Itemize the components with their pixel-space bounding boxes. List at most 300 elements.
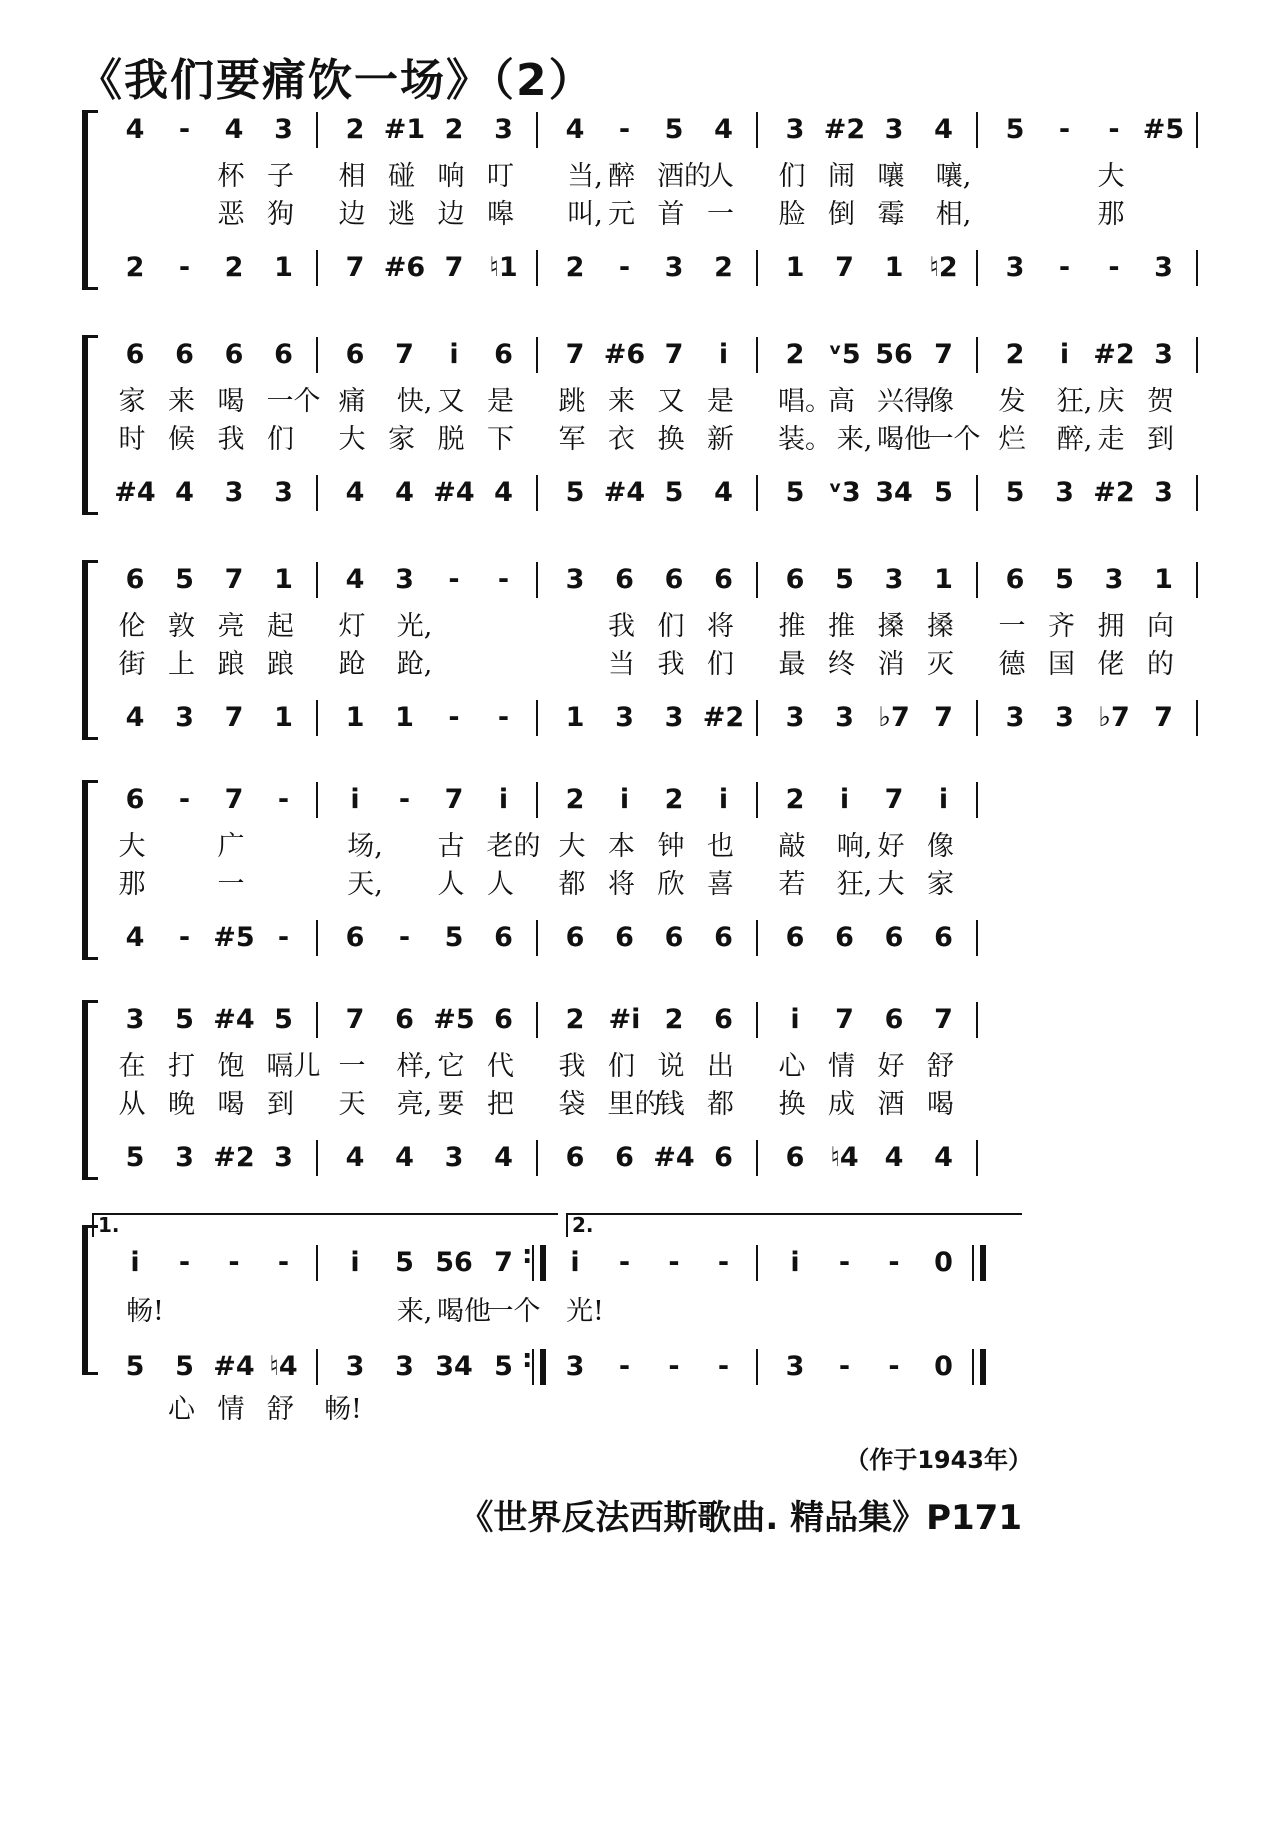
note: #2 <box>702 702 745 733</box>
note: - <box>1058 114 1071 145</box>
note: i <box>938 784 949 815</box>
lower-voice-row <box>110 1344 1190 1387</box>
note: 7 <box>934 1004 953 1035</box>
lyric-syllable: 舒 <box>927 1051 954 1082</box>
note: - <box>668 1351 680 1382</box>
lyric-syllable: 醉 <box>608 161 635 192</box>
note: - <box>717 1247 730 1278</box>
lyric-syllable: 装。 <box>778 424 832 455</box>
note: 1 <box>565 702 585 733</box>
lyric-syllable: 一 <box>998 611 1026 642</box>
lyric-syllable: 嚷, <box>935 161 972 192</box>
lyric-syllable: 老的 <box>486 831 541 862</box>
note: 5 <box>664 114 684 145</box>
lyric-syllable: 代 <box>487 1051 514 1082</box>
lyric-syllable: 兴得 <box>877 386 931 417</box>
lyric-syllable: 喝 <box>217 1089 245 1120</box>
lyric-syllable: 高 <box>828 386 855 417</box>
lyric-syllable: 像 <box>927 386 954 417</box>
note: - <box>618 1247 631 1278</box>
note: 5 <box>835 564 854 595</box>
lyric-syllable: 嗝儿 <box>266 1051 321 1082</box>
lyric-syllable: 醉, <box>1056 424 1093 455</box>
note: 3 <box>1154 252 1173 283</box>
note: 3 <box>615 702 634 733</box>
lyric-syllable: 也 <box>707 831 734 862</box>
note: 3 <box>1104 564 1124 595</box>
barline <box>756 112 758 148</box>
barline <box>756 1245 758 1281</box>
lyric-syllable: 把 <box>487 1089 514 1120</box>
note: 4 <box>395 1142 414 1173</box>
lyric-syllable: 亮 <box>217 611 245 642</box>
note: 3 <box>1154 477 1173 508</box>
note: #4 <box>213 1004 255 1035</box>
note: - <box>668 1247 680 1278</box>
note: 6 <box>175 339 194 370</box>
note: 7 <box>1154 702 1173 733</box>
lyric-syllable: 脸 <box>778 199 806 230</box>
barline <box>316 1349 318 1385</box>
note: 3 <box>785 702 805 733</box>
lyric-syllable: 人 <box>707 161 734 192</box>
note: - <box>398 784 411 815</box>
lyric-syllable: 伦 <box>118 611 146 642</box>
note: 5 <box>785 477 805 508</box>
note: 4 <box>714 477 733 508</box>
note: ᵛ5 <box>828 339 861 370</box>
note: 7 <box>835 1004 854 1035</box>
barline <box>756 337 758 373</box>
barline <box>976 250 978 286</box>
lyric-syllable: 推 <box>778 611 806 642</box>
note: 3 <box>345 1351 365 1382</box>
note: 7 <box>494 1247 513 1278</box>
lyric-syllable: 成 <box>828 1089 855 1120</box>
lyric-syllable: 踉 <box>267 649 294 680</box>
lyric-syllable: 它 <box>437 1051 465 1082</box>
lyric-syllable: 佬 <box>1097 649 1125 680</box>
barline <box>976 920 978 956</box>
barline <box>316 337 318 373</box>
note: #4 <box>433 477 475 508</box>
note: 4 <box>224 114 244 145</box>
note: 3 <box>274 114 293 145</box>
lyric-syllable: 相, <box>935 199 972 230</box>
barline <box>976 1140 978 1176</box>
note: - <box>497 564 510 595</box>
lower-voice-row <box>110 1138 1190 1178</box>
note: ♮4 <box>269 1351 298 1382</box>
note: 6 <box>785 922 805 953</box>
note: 3 <box>395 564 414 595</box>
barline <box>980 1349 986 1385</box>
barline <box>1196 475 1198 511</box>
note: 7 <box>884 784 904 815</box>
note: 6 <box>125 564 145 595</box>
note: ᵛ3 <box>828 477 861 508</box>
barline <box>1196 562 1198 598</box>
lyric-syllable: 衣 <box>608 424 635 455</box>
note: 4 <box>395 477 414 508</box>
note: 5 <box>494 1351 513 1382</box>
note: - <box>717 1351 730 1382</box>
lyric-syllable: 跄 <box>338 649 366 680</box>
note: 1 <box>884 252 904 283</box>
composition-note: （作于1943年） <box>845 1446 1032 1474</box>
note: 1 <box>934 564 953 595</box>
lyric-syllable: 痛 <box>338 386 366 417</box>
note: 3 <box>494 114 513 145</box>
note: #6 <box>603 339 646 370</box>
repeat-dots: : <box>522 1240 533 1270</box>
lyric-syllable: 从 <box>118 1089 146 1120</box>
note: 7 <box>444 252 464 283</box>
note: - <box>618 114 631 145</box>
note: 5 <box>274 1004 293 1035</box>
barline <box>1196 250 1198 286</box>
barline <box>540 1349 546 1385</box>
note: 6 <box>714 564 733 595</box>
note: 6 <box>494 339 513 370</box>
lyric-syllable: 家 <box>118 386 146 417</box>
lyric-syllable: 要 <box>437 1089 465 1120</box>
lyric-syllable: 钱 <box>657 1089 685 1120</box>
note: 2 <box>125 252 145 283</box>
barline <box>1196 112 1198 148</box>
note: 34 <box>435 1351 473 1382</box>
note: 3 <box>274 477 293 508</box>
barline <box>316 782 318 818</box>
lyric-syllable: 钟 <box>657 831 685 862</box>
note: 5 <box>1055 564 1074 595</box>
score-system <box>0 1213 1272 1425</box>
lyric-syllable: 边 <box>338 199 366 230</box>
note: 5 <box>1005 477 1025 508</box>
note: 1 <box>785 252 805 283</box>
lyric-syllable: 又 <box>437 386 465 417</box>
lyrics-verse-1 <box>110 160 1190 194</box>
note: 5 <box>565 477 585 508</box>
lyric-syllable: 倒 <box>828 199 855 230</box>
note: 5 <box>444 922 464 953</box>
note: 1 <box>395 702 414 733</box>
score-system <box>0 1000 1272 1180</box>
note: - <box>618 1351 631 1382</box>
note: 3 <box>835 702 854 733</box>
lyric-syllable: 闹 <box>828 161 855 192</box>
note: - <box>398 922 411 953</box>
lyric-syllable: 碰 <box>388 161 415 192</box>
note: - <box>277 922 290 953</box>
note: 2 <box>664 1004 684 1035</box>
note: 56 <box>875 339 913 370</box>
barline <box>536 920 538 956</box>
lyric-syllable: 街 <box>118 649 146 680</box>
note: - <box>618 252 631 283</box>
barline <box>536 337 538 373</box>
lyric-syllable: 大 <box>338 424 366 455</box>
lyric-syllable: 样, <box>396 1051 433 1082</box>
note: 3 <box>444 1142 464 1173</box>
note: 6 <box>125 784 145 815</box>
lyric-syllable: 一 <box>707 199 734 230</box>
barline <box>316 112 318 148</box>
lyric-syllable: 晚 <box>168 1089 195 1120</box>
note: i <box>619 784 630 815</box>
note: - <box>178 784 191 815</box>
note: 7 <box>835 252 854 283</box>
lyric-syllable: 跄, <box>396 649 433 680</box>
note: 2 <box>565 1004 585 1035</box>
lyrics-verse-2 <box>110 423 1190 457</box>
note: 3 <box>1154 339 1173 370</box>
barline <box>1196 700 1198 736</box>
note: ♮1 <box>489 252 518 283</box>
lyric-syllable: 打 <box>168 1051 195 1082</box>
lyric-syllable: 饱 <box>217 1051 245 1082</box>
note: 3 <box>1055 702 1074 733</box>
lyric-syllable: 庆 <box>1097 386 1125 417</box>
barline <box>316 250 318 286</box>
note: 4 <box>345 564 365 595</box>
note: #5 <box>213 922 255 953</box>
lyric-syllable: 我 <box>657 649 685 680</box>
lyric-syllable: 叫, <box>567 199 603 230</box>
lyric-syllable: 我 <box>608 611 635 642</box>
note: 1 <box>274 564 293 595</box>
note: 6 <box>615 564 634 595</box>
lyric-syllable: 到 <box>1147 424 1174 455</box>
note: 6 <box>934 922 953 953</box>
note: 6 <box>714 1004 733 1035</box>
note: 1 <box>1154 564 1173 595</box>
lyric-syllable: 换 <box>778 1089 806 1120</box>
lyric-syllable: 一个 <box>266 386 321 417</box>
lyric-syllable: 又 <box>657 386 685 417</box>
upper-voice-row <box>110 1000 1190 1040</box>
system-bracket <box>82 110 98 290</box>
note: #6 <box>383 252 426 283</box>
note: 6 <box>785 1142 805 1173</box>
second-ending: 2. <box>566 1213 1022 1237</box>
note: #5 <box>433 1004 475 1035</box>
barline <box>756 475 758 511</box>
note: 6 <box>565 922 585 953</box>
note: 1 <box>274 702 293 733</box>
note: 2 <box>444 114 464 145</box>
lyric-syllable: 大 <box>1097 161 1125 192</box>
note: 3 <box>395 1351 414 1382</box>
note: 7 <box>934 339 953 370</box>
lyric-syllable: 来 <box>608 386 635 417</box>
lyric-syllable: 边 <box>437 199 465 230</box>
lyric-syllable: 推 <box>828 611 855 642</box>
note: 6 <box>274 339 293 370</box>
note: 3 <box>274 1142 293 1173</box>
note: 6 <box>835 922 854 953</box>
system-bracket <box>82 780 98 960</box>
lyric-syllable: 脱 <box>437 424 465 455</box>
barline <box>536 112 538 148</box>
lyrics-verse-1 <box>110 385 1190 419</box>
lyrics-verse-1 <box>110 610 1190 644</box>
lyric-syllable: 起 <box>267 611 294 642</box>
upper-voice-row <box>110 560 1190 600</box>
lyric-syllable: 子 <box>267 161 294 192</box>
note: 7 <box>224 702 244 733</box>
note: 6 <box>664 922 684 953</box>
barline <box>316 920 318 956</box>
lyric-syllable: 袋 <box>558 1089 586 1120</box>
note: 6 <box>494 1004 513 1035</box>
note: 4 <box>934 114 953 145</box>
lyric-syllable: 元 <box>608 199 635 230</box>
lyric-syllable: 响, <box>836 831 873 862</box>
note: 2 <box>785 784 805 815</box>
lyric-syllable: 贺 <box>1147 386 1174 417</box>
note: 6 <box>714 1142 733 1173</box>
lyric-syllable: 若 <box>778 869 806 900</box>
repeat-dots: : <box>522 1344 533 1374</box>
note: 2 <box>1005 339 1025 370</box>
lyric-syllable: 出 <box>707 1051 734 1082</box>
lyric-syllable: 踉 <box>217 649 245 680</box>
lyric-syllable: 里的 <box>607 1089 662 1120</box>
note: 4 <box>345 1142 365 1173</box>
lyrics-verse-2 <box>110 198 1190 232</box>
note: 3 <box>884 114 904 145</box>
lyric-syllable: 狗 <box>267 199 294 230</box>
barline <box>1196 337 1198 373</box>
note: 4 <box>565 114 585 145</box>
note: 6 <box>565 1142 585 1173</box>
note: - <box>448 702 460 733</box>
note: 3 <box>565 564 585 595</box>
lyric-syllable: 好 <box>877 1051 905 1082</box>
lyric-syllable: 狂, <box>836 869 873 900</box>
lyric-syllable: 在 <box>118 1051 146 1082</box>
lyric-syllable: 喝他 <box>437 1296 491 1327</box>
barline <box>756 250 758 286</box>
note: i <box>130 1247 140 1278</box>
note: 7 <box>664 339 684 370</box>
note: 6 <box>884 922 904 953</box>
lyric-syllable: 一 <box>217 869 245 900</box>
lyric-syllable: 酒的 <box>657 161 711 192</box>
barline <box>756 1002 758 1038</box>
lyric-syllable: 首 <box>657 199 685 230</box>
note: 6 <box>345 922 365 953</box>
note: 3 <box>1005 702 1025 733</box>
lyric-syllable: 喝 <box>217 386 245 417</box>
song-title: 《我们要痛饮一场》（2） <box>78 55 595 106</box>
barline <box>536 782 538 818</box>
lyric-syllable: 走 <box>1097 424 1125 455</box>
lyric-syllable: 畅! <box>324 1394 362 1425</box>
lyric-syllable: 叮 <box>487 161 514 192</box>
lyric-syllable: 军 <box>558 424 586 455</box>
note: i <box>350 1247 360 1278</box>
lyric-syllable: 换 <box>657 424 685 455</box>
upper-voice-row <box>110 110 1190 150</box>
lyric-syllable: 那 <box>118 869 146 900</box>
lyric-syllable: 是 <box>487 386 514 417</box>
note: 6 <box>395 1004 414 1035</box>
note: 6 <box>615 1142 634 1173</box>
lyric-syllable: 大 <box>118 831 146 862</box>
note: 6 <box>125 339 145 370</box>
note: 3 <box>664 702 684 733</box>
note: 4 <box>884 1142 904 1173</box>
note: 4 <box>494 1142 513 1173</box>
note: #4 <box>213 1351 255 1382</box>
barline-thin <box>972 1349 974 1385</box>
lyrics-verse-2 <box>110 1088 1190 1122</box>
lyric-syllable: 来 <box>168 386 195 417</box>
barline <box>316 562 318 598</box>
lower-voice-row <box>110 248 1190 288</box>
note: - <box>1108 252 1120 283</box>
note: 6 <box>345 339 365 370</box>
lyric-syllable: 情 <box>217 1394 245 1425</box>
lyric-syllable: 一个 <box>486 1296 541 1327</box>
lyric-syllable: 酒 <box>877 1089 905 1120</box>
lyric-syllable: 说 <box>657 1051 685 1082</box>
lyric-syllable: 灭 <box>927 649 954 680</box>
note: - <box>178 922 191 953</box>
note: 5 <box>934 477 953 508</box>
note: 3 <box>785 114 805 145</box>
lyric-syllable: 光! <box>566 1296 604 1327</box>
lyric-syllable: 终 <box>828 649 855 680</box>
lyric-syllable: 大 <box>558 831 586 862</box>
lyric-syllable: 敦 <box>168 611 195 642</box>
lyrics-verse-1 <box>110 1050 1190 1084</box>
note: #1 <box>383 114 426 145</box>
note: 6 <box>224 339 244 370</box>
note: - <box>1108 114 1120 145</box>
note: 6 <box>1005 564 1025 595</box>
lyric-syllable: 敲 <box>778 831 806 862</box>
note: ♭7 <box>1098 702 1130 733</box>
barline <box>316 1245 318 1281</box>
barline <box>316 1140 318 1176</box>
lyric-syllable: 都 <box>558 869 586 900</box>
lyric-syllable: 们 <box>778 161 806 192</box>
note: - <box>277 784 290 815</box>
note: i <box>790 1004 800 1035</box>
lyric-syllable: 响 <box>437 161 465 192</box>
lyric-syllable: 搡 <box>927 611 954 642</box>
barline <box>976 112 978 148</box>
note: 7 <box>565 339 585 370</box>
lyric-syllable: 一个 <box>926 424 981 455</box>
lyric-syllable: 的 <box>1147 649 1174 680</box>
lyric-syllable: 我 <box>217 424 245 455</box>
lyric-syllable: 情 <box>828 1051 855 1082</box>
note: i <box>790 1247 800 1278</box>
lyric-syllable: 舒 <box>267 1394 294 1425</box>
lyric-syllable: 我 <box>558 1051 586 1082</box>
lyric-syllable: 心 <box>778 1051 806 1082</box>
lyric-syllable: 天 <box>338 1089 366 1120</box>
note: 4 <box>345 477 365 508</box>
lyric-syllable: 欣 <box>657 869 685 900</box>
lyric-syllable: 来, <box>396 1296 433 1327</box>
lyric-syllable: 发 <box>998 386 1026 417</box>
score-system <box>0 110 1272 290</box>
